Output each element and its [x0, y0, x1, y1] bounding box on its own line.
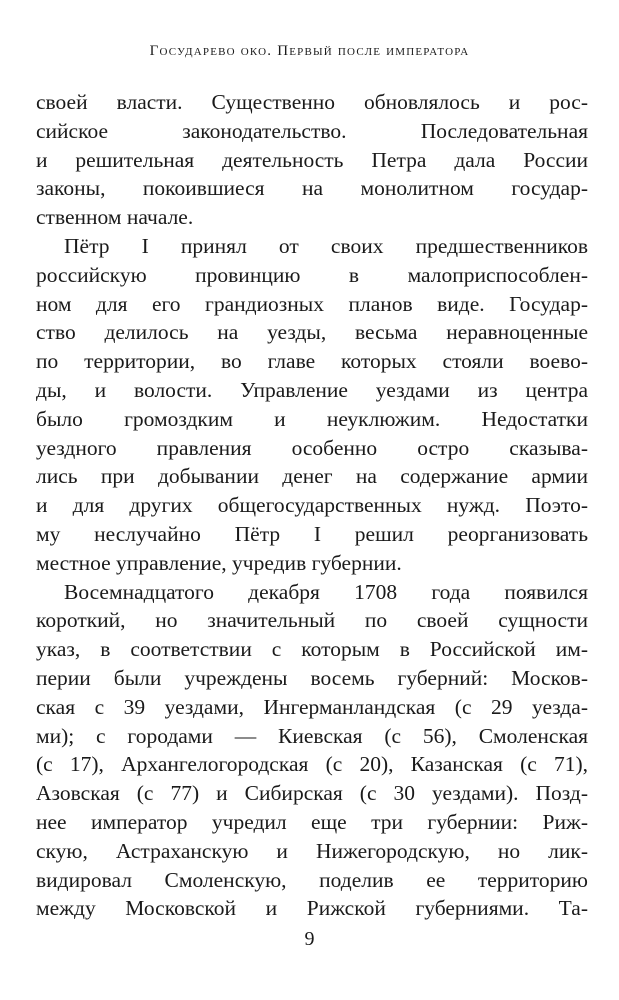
text-line: и для других общегосударственных нужд. Поэто-	[36, 493, 588, 518]
paragraph	[36, 88, 588, 232]
paragraph	[36, 232, 588, 578]
text-line: короткий, но значительный по своей сущности	[36, 608, 588, 633]
text-line: Пётр I принял от своих предшественников	[64, 233, 588, 258]
text-line: (с 17), Архангелогородская (с 20), Казанская (с 71),	[36, 752, 588, 777]
text-line: местное управление, учредив губернии.	[36, 550, 402, 575]
text-line: Восемнадцатого декабря 1708 года появился	[64, 579, 588, 604]
text-line: ская с 39 уездами, Ингерманландская (с 29 уезда-	[36, 694, 588, 719]
text-line: му неслучайно Пётр I решил реорганизовать	[36, 521, 588, 546]
text-line: Азовская (с 77) и Сибирская (с 30 уездами). Позд-	[36, 781, 588, 806]
page-number: 9	[304, 928, 315, 950]
text-line: между Московской и Рижской губерниями. Та-	[36, 896, 588, 921]
text-line: и решительная деятельность Петра дала России	[36, 147, 588, 172]
text-line: сийское законодательство. Последовательная	[36, 118, 588, 143]
text-line: ном для его грандиозных планов виде. Государ-	[36, 291, 588, 316]
text-line: нее император учредил еще три губернии: Риж-	[36, 809, 588, 834]
text-line: ми); с городами — Киевская (с 56), Смоленская	[36, 723, 588, 748]
text-line: законы, покоившиеся на монолитном государ-	[36, 176, 588, 201]
text-line: российскую провинцию в малоприспособлен-	[36, 262, 588, 287]
text-line: ство делилось на уезды, весьма неравноценные	[36, 320, 588, 345]
text-line: скую, Астраханскую и Нижегородскую, но лик-	[36, 838, 588, 863]
paragraph	[36, 578, 588, 924]
text-line: видировал Смоленскую, поделив ее территорию	[36, 867, 588, 892]
text-line: указ, в соответствии с которым в Российской им-	[36, 637, 588, 662]
page-body	[36, 88, 588, 923]
running-header: Государево око. Первый после императора	[149, 43, 470, 59]
text-line: по территории, во главе которых стояли воево-	[36, 349, 588, 374]
text-line: ды, и волости. Управление уездами из центра	[36, 377, 588, 402]
text-line: уездного правления особенно остро сказыва-	[36, 435, 588, 460]
text-line: ственном начале.	[36, 205, 194, 230]
text-line: перии были учреждены восемь губерний: Москов-	[36, 665, 588, 690]
text-line: было громоздким и неуклюжим. Недостатки	[36, 406, 588, 431]
text-line: лись при добывании денег на содержание армии	[36, 464, 588, 489]
text-line: своей власти. Существенно обновлялось и рос-	[36, 90, 588, 114]
